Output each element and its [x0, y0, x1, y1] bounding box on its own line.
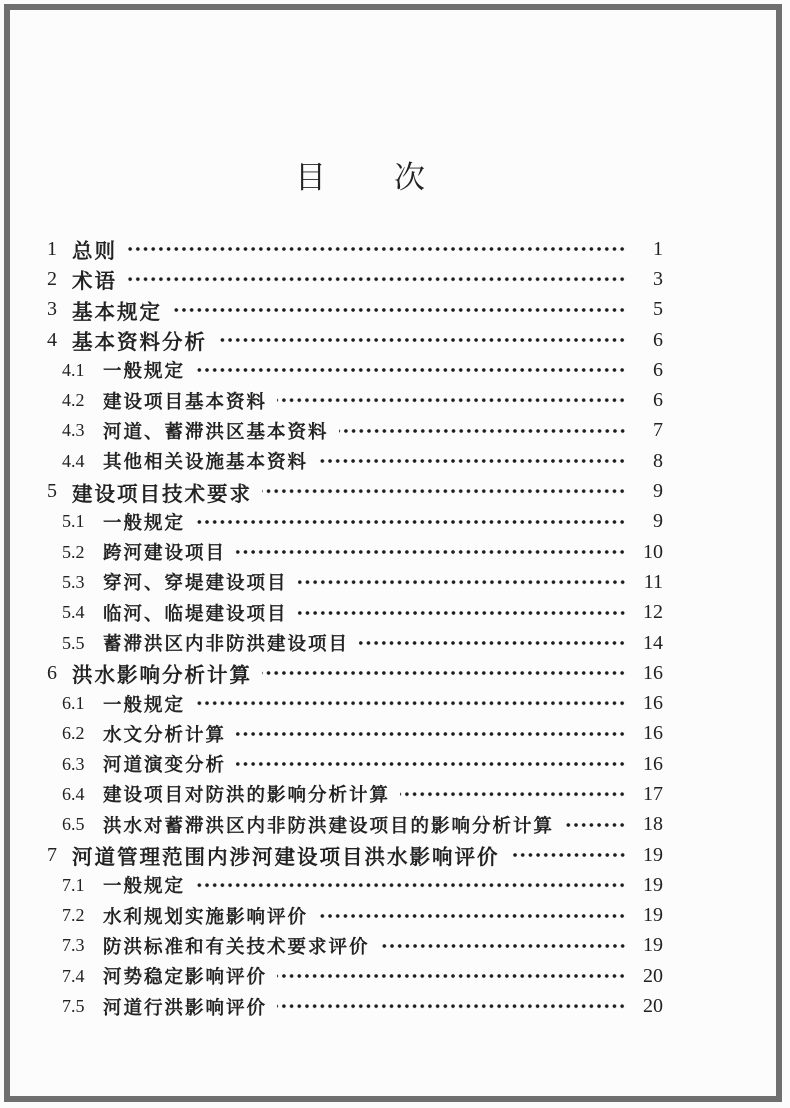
- toc-entry: [47, 840, 663, 870]
- toc-entry-page-number: 19: [643, 873, 663, 896]
- toc-entry: [47, 567, 663, 597]
- toc-entry-label: 蓄滞洪区内非防洪建设项目: [103, 633, 350, 654]
- toc-entry-label: 建设项目基本资料: [103, 390, 268, 412]
- toc-entry-number: 5.5: [62, 632, 85, 653]
- toc-entry-number: 6.2: [62, 723, 85, 744]
- toc-entry-number: 4.2: [62, 390, 85, 411]
- dot-leader: [277, 961, 626, 991]
- toc-entry-label: 洪水影响分析计算: [72, 664, 252, 688]
- toc-list: [47, 234, 663, 1022]
- toc-entry-number: 6.4: [62, 783, 85, 804]
- toc-entry-number: 5.1: [62, 511, 85, 532]
- toc-entry: [47, 325, 663, 355]
- toc-entry: [47, 598, 663, 628]
- toc-entry-page-number: 16: [643, 722, 663, 745]
- dot-leader: [339, 416, 626, 446]
- toc-entry-label: 基本规定: [72, 300, 162, 324]
- dot-leader: [400, 779, 626, 809]
- dot-leader: [236, 537, 626, 567]
- toc-entry-label: 防洪标准和有关技术要求评价: [103, 935, 370, 957]
- toc-entry-number: 7.1: [62, 874, 85, 895]
- toc-entry-number: 1: [47, 237, 57, 260]
- toc-entry-page-number: 6: [653, 389, 663, 412]
- toc-entry-label: 洪水对蓄滞洪区内非防洪建设项目的影响分析计算: [103, 814, 555, 836]
- toc-entry-page-number: 1: [653, 237, 663, 260]
- toc-entry-label: 水文分析计算: [103, 723, 227, 745]
- dot-leader: [217, 325, 626, 355]
- toc-entry-number: 7: [47, 843, 57, 866]
- toc-entry: [47, 991, 663, 1021]
- dot-leader: [195, 355, 626, 385]
- toc-entry-number: 5.4: [62, 602, 85, 623]
- dot-leader: [236, 749, 626, 779]
- toc-entry: [47, 688, 663, 718]
- toc-entry-page-number: 9: [653, 510, 663, 533]
- toc-entry-label: 临河、临堤建设项目: [103, 602, 288, 624]
- toc-entry-number: 5.3: [62, 571, 85, 592]
- toc-entry-label: 河道行洪影响评价: [103, 996, 268, 1018]
- dot-leader: [127, 234, 626, 264]
- toc-entry-number: 3: [47, 298, 57, 321]
- dot-leader: [318, 901, 626, 931]
- toc-entry-label: 总则: [72, 240, 117, 264]
- toc-entry: [47, 385, 663, 415]
- dot-leader: [564, 810, 626, 840]
- toc-entry: [47, 931, 663, 961]
- toc-entry: [47, 234, 663, 264]
- toc-entry-page-number: 5: [653, 298, 663, 321]
- toc-entry-label: 基本资料分析: [72, 331, 207, 355]
- toc-entry: [47, 719, 663, 749]
- toc-entry: [47, 658, 663, 688]
- toc-entry-page-number: 19: [643, 904, 663, 927]
- toc-entry-page-number: 14: [643, 631, 663, 654]
- toc-entry-label: 河道管理范围内涉河建设项目洪水影响评价: [72, 846, 500, 870]
- dot-leader: [236, 719, 626, 749]
- toc-entry-number: 7.2: [62, 905, 85, 926]
- toc-entry-page-number: 6: [653, 328, 663, 351]
- toc-entry-label: 一般规定: [103, 360, 186, 382]
- toc-entry-number: 7.4: [62, 965, 85, 986]
- toc-entry-label: 建设项目技术要求: [72, 482, 252, 506]
- toc-entry-page-number: 6: [653, 358, 663, 381]
- toc-entry-number: 2: [47, 267, 57, 290]
- dot-leader: [262, 658, 626, 688]
- toc-entry-page-number: 17: [643, 782, 663, 805]
- toc-entry-label: 跨河建设项目: [103, 542, 227, 564]
- toc-entry-page-number: 9: [653, 480, 663, 503]
- toc-entry: [47, 779, 663, 809]
- toc-entry: [47, 810, 663, 840]
- toc-entry-number: 6.3: [62, 753, 85, 774]
- toc-entry-number: 6.5: [62, 814, 85, 835]
- toc-entry-page-number: 8: [653, 449, 663, 472]
- toc-entry-label: 河道演变分析: [103, 754, 227, 776]
- dot-leader: [298, 567, 626, 597]
- toc-entry-page-number: 19: [643, 843, 663, 866]
- dot-leader: [195, 688, 626, 718]
- dot-leader: [380, 931, 626, 961]
- toc-entry-page-number: 16: [643, 661, 663, 684]
- page-frame-border: [4, 4, 782, 1102]
- toc-entry: [47, 749, 663, 779]
- toc-entry-label: 一般规定: [103, 511, 186, 533]
- dot-leader: [172, 295, 626, 325]
- toc-entry-label: 其他相关设施基本资料: [103, 451, 309, 473]
- toc-entry-page-number: 10: [643, 540, 663, 563]
- dot-leader: [127, 264, 626, 294]
- toc-entry: [47, 870, 663, 900]
- dot-leader: [298, 598, 626, 628]
- toc-entry: [47, 264, 663, 294]
- toc-entry-number: 6: [47, 661, 57, 684]
- toc-entry: [47, 416, 663, 446]
- toc-entry-label: 一般规定: [103, 875, 186, 897]
- toc-entry-page-number: 12: [643, 601, 663, 624]
- toc-entry-label: 穿河、穿堤建设项目: [103, 572, 288, 594]
- toc-entry-number: 5.2: [62, 541, 85, 562]
- dot-leader: [262, 476, 626, 506]
- dot-leader: [277, 385, 626, 415]
- toc-entry-number: 4: [47, 328, 57, 351]
- dot-leader: [359, 628, 626, 658]
- toc-entry: [47, 901, 663, 931]
- toc-entry-number: 5: [47, 480, 57, 503]
- dot-leader: [195, 870, 626, 900]
- toc-entry: [47, 355, 663, 385]
- toc-entry-page-number: 7: [653, 419, 663, 442]
- toc-entry-label: 术语: [72, 270, 117, 294]
- toc-entry: [47, 446, 663, 476]
- toc-entry-page-number: 16: [643, 752, 663, 775]
- toc-entry: [47, 628, 663, 658]
- toc-entry: [47, 961, 663, 991]
- toc-entry-label: 一般规定: [103, 693, 186, 715]
- toc-entry-number: 4.3: [62, 420, 85, 441]
- toc-page-title: 目 次: [295, 160, 427, 195]
- toc-entry-label: 水利规划实施影响评价: [103, 905, 309, 927]
- toc-entry-label: 河势稳定影响评价: [103, 966, 268, 988]
- toc-entry: [47, 476, 663, 506]
- toc-entry-page-number: 18: [643, 813, 663, 836]
- toc-entry-page-number: 16: [643, 692, 663, 715]
- dot-leader: [318, 446, 626, 476]
- toc-entry-label: 河道、蓄滞洪区基本资料: [103, 420, 329, 442]
- toc-entry-page-number: 3: [653, 267, 663, 290]
- toc-entry-number: 4.4: [62, 450, 85, 471]
- toc-entry-page-number: 19: [643, 934, 663, 957]
- dot-leader: [510, 840, 627, 870]
- dot-leader: [277, 991, 626, 1021]
- toc-entry-page-number: 11: [643, 570, 663, 593]
- toc-entry-page-number: 20: [643, 995, 663, 1018]
- toc-entry-label: 建设项目对防洪的影响分析计算: [103, 784, 391, 806]
- toc-entry: [47, 295, 663, 325]
- toc-entry-page-number: 20: [643, 964, 663, 987]
- dot-leader: [195, 507, 626, 537]
- toc-entry-number: 4.1: [62, 359, 85, 380]
- toc-entry-number: 7.5: [62, 996, 85, 1017]
- toc-entry-number: 7.3: [62, 935, 85, 956]
- toc-entry: [47, 507, 663, 537]
- toc-entry-number: 6.1: [62, 693, 85, 714]
- toc-entry: [47, 537, 663, 567]
